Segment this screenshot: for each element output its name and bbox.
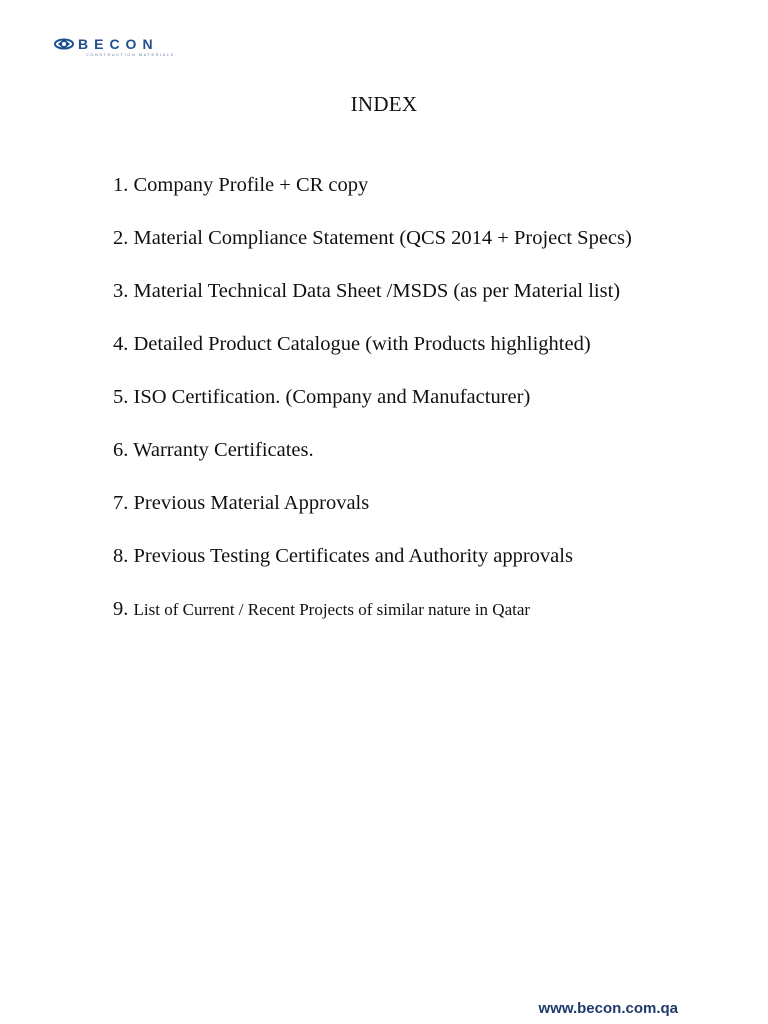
item-text: Material Technical Data Sheet /MSDS (as per Material list)	[133, 280, 621, 302]
item-number: 1.	[113, 174, 129, 196]
list-item	[113, 541, 733, 594]
index-list	[113, 170, 733, 647]
becon-logo-icon	[52, 36, 222, 58]
footer-website-link[interactable]: www.becon.com.qa	[538, 1000, 678, 1017]
item-text: Material Compliance Statement (QCS 2014 + Project Specs)	[133, 227, 632, 249]
list-item	[113, 382, 733, 435]
item-number: 7.	[113, 492, 129, 514]
item-number: 4.	[113, 333, 129, 355]
becon-logo	[52, 36, 222, 58]
list-item	[113, 223, 733, 276]
item-text: ISO Certification. (Company and Manufacturer)	[133, 386, 531, 408]
list-item	[113, 170, 733, 223]
list-item	[113, 329, 733, 382]
item-text: Company Profile + CR copy	[133, 174, 369, 196]
item-text: List of Current / Recent Projects of similar nature in Qatar	[133, 600, 531, 619]
logo-tagline: CONSTRUCTION MATERIALS	[86, 52, 175, 57]
list-item	[113, 594, 733, 647]
item-text: Warranty Certificates.	[133, 439, 314, 461]
item-number: 9.	[113, 598, 129, 620]
item-number: 6.	[113, 439, 129, 461]
item-number: 3.	[113, 280, 129, 302]
list-item	[113, 435, 733, 488]
item-number: 2.	[113, 227, 129, 249]
logo-wordmark: BECON	[78, 36, 159, 52]
item-number: 5.	[113, 386, 129, 408]
item-text: Detailed Product Catalogue (with Products highlighted)	[133, 333, 591, 355]
item-number: 8.	[113, 545, 129, 567]
item-text: Previous Testing Certificates and Authority approvals	[133, 545, 573, 567]
list-item	[113, 276, 733, 329]
page-title: INDEX	[350, 92, 418, 116]
item-text: Previous Material Approvals	[133, 492, 370, 514]
list-item	[113, 488, 733, 541]
